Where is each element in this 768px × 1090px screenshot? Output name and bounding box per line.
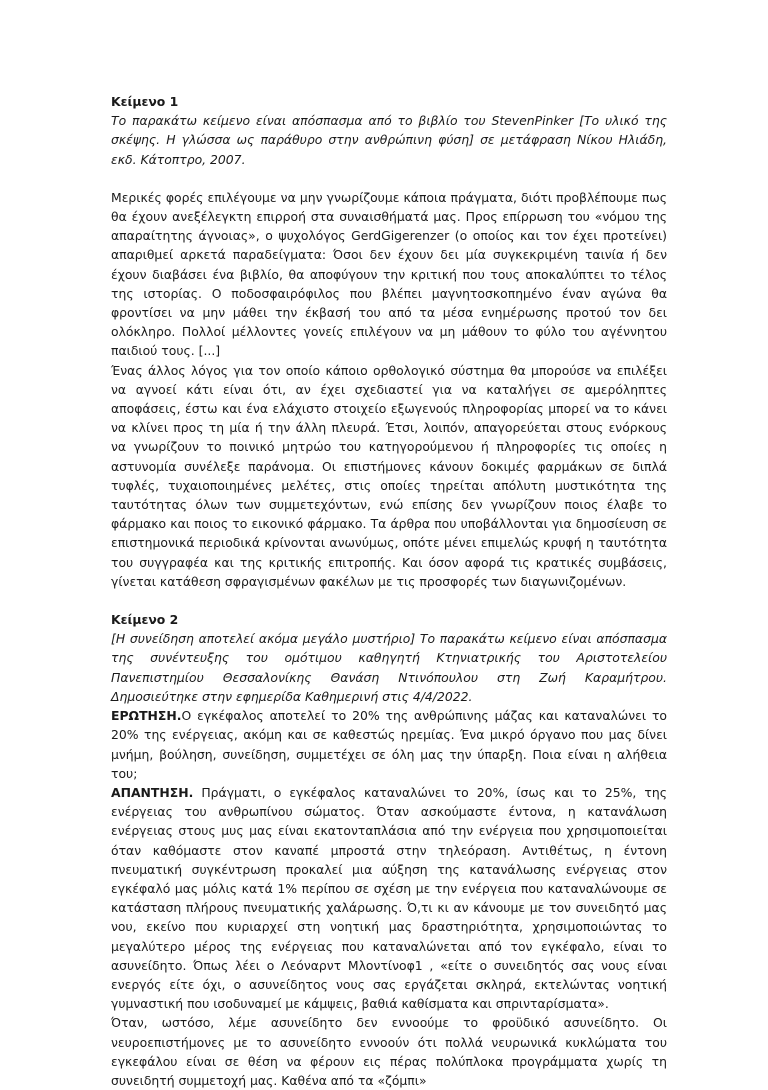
question-label: ΕΡΩΤΗΣΗ. [111,708,182,724]
text1-paragraph-2: Ένας άλλος λόγος για τον οποίο κάποιο ορθολογικό σύστημα θα μπορούσε να επιλέξει να αγνοεί κάτι είναι ότι, αν έχει σχεδιαστεί για να καταλήγει σε αμερόληπτες αποφάσεις, έστω και ένα ελάχιστο στοιχείο εξωγενούς πληροφορίας μπορεί να το κάνει να κλίνει προς τη μία ή την άλλη πλευρά. Έτσι, λοιπόν, απαγορεύεται στους ενόρκους να γνωρίζουν το ποινικό μητρώο του κατηγορούμενου ή πληροφορίες τις οποίες η αστυνομία συνέλεξε παράνομα. Οι επιστήμονες κάνουν δοκιμές φαρμάκων σε διπλά τυφλές, τυχαιοποιημένες μελέτες, στις οποίες τηρείται απόλυτη μυστικότητα της ταυτότητας όλων των συμμετεχόντων, ενώ επίσης δεν γνωρίζουν ποιος έλαβε το φάρμακο και ποιος το εικονικό φάρμακο. Τα άρθρα που υποβάλλονται για δημοσίευση σε επιστημονικά περιοδικά κρίνονται ανωνύμως, οπότε μένει επιμελώς κρυφή η ταυτότητα του συγγραφέα και της κριτικής επιτροπής. Και όσον αφορά τις κρατικές συμβάσεις, γίνεται κατάθεση σφραγισμένων φακέλων με τις προσφορές των διαγωνιζομένων. [111,362,667,589]
answer-label: ΑΠΑΝΤΗΣΗ. [111,784,194,800]
text2-intro: [Η συνείδηση αποτελεί ακόμα μεγάλο μυστήριο] Το παρακάτω κείμενο είναι απόσπασμα της συνέντευξης του ομότιμου καθηγητή Κτηνιατρικής του Αριστοτελείου Πανεπιστημίου Θεσσαλονίκης Θανάση Ντινόπουλου στη Ζωή Καραμήτρου. Δημοσιεύτηκε στην εφημερίδα Καθημερινή στις 4/4/2022. [111,631,667,704]
question-text: Ο εγκέφαλος αποτελεί το 20% της ανθρώπινης μάζας και καταναλώνει το 20% της ενέργειας, ακόμη και σε καθεστώς ηρεμίας. Ένα μικρό όργανο που μας δίνει μνήμη, βούληση, συνείδηση, συμμετέχει σε όλη μας την ύπαρξη. Ποια είναι η αλήθεια του; [111,708,667,781]
text2-heading: Κείμενο 2 [111,612,179,628]
spacer [111,591,667,610]
final-paragraph: Όταν, ωστόσο, λέμε ασυνείδητο δεν εννοούμε το φροϋδικό ασυνείδητο. Οι νευροεπιστήμονες με το ασυνείδητο εννοούν ότι πολλά νευρωνικά κυκλώματα του εγκεφάλου είναι σε θέση να φέρουν εις πέρας πολύπλοκα προγράμματα χωρίς τη συνειδητή συμμετοχή μας. Καθένα από τα «ζόμπι» [111,1015,667,1088]
document-page [111,92,667,1090]
answer-text: Πράγματι, ο εγκέφαλος καταναλώνει το 20%, ίσως και το 25%, της ενέργειας του ανθρωπίνου σώματος. Όταν ασκούμαστε έντονα, η κατανάλωση ενέργειας στους μυς μας είναι εκατονταπλάσια από την ενέργεια που χρησιμοποιείται όταν καθόμαστε στον καναπέ μπροστά στην τηλεόραση. Αντιθέτως, η έντονη πνευματική συγκέντρωση προκαλεί μια αύξηση της κατανάλωσης ενέργειας στον εγκέφαλό μας μόλις κατά 1% περίπου σε σχέση με την ενέργεια που καταναλώνουμε σε κατάσταση πλήρους πνευματικής χαλάρωσης. Ό,τι κι αν κάνουμε με τον συνειδητό μας νου, εκείνο που κυριαρχεί στη νοητική μας δραστηριότητα, χρησιμοποιώντας το μεγαλύτερο μέρος της ενέργειας που καταναλώνεται από τον εγκέφαλο, είναι το ασυνείδητο. Όπως λέει ο Λεόναρντ Μλοντίνοφ1 , «είτε ο συνειδητός σας νους είναι ενεργός είτε όχι, ο ασυνείδητος νους σας εργάζεται σκληρά, εκτελώντας νοητική γυμναστική που ισοδυναμεί με κάμψεις, βαθιά καθίσματα και σπρινταρίσματα». [111,784,667,1012]
question-paragraph [111,706,667,783]
text1-intro: Το παρακάτω κείμενο είναι απόσπασμα από το βιβλίο του StevenPinker [Το υλικό της σκέψης. Η γλώσσα ως παράθυρο στην ανθρώπινη φύση] σε μετάφραση Νίκου Ηλιάδη, εκδ. Κάτοπτρο, 2007. [111,113,667,167]
text1-paragraph-1: Μερικές φορές επιλέγουμε να μην γνωρίζουμε κάποια πράγματα, διότι προβλέπουμε πως θα έχουν ανεξέλεγκτη επιρροή στα συναισθήματά μας. Προς επίρρωση του «νόμου της απαραίτητης άγνοιας», ο ψυχολόγος GerdGigerenzer (ο οποίος και τον έχει προτείνει) απαριθμεί αρκετά παραδείγματα: Όσοι δεν έχουν δει μία συγκεκριμένη ταινία ή δεν έχουν διαβάσει ένα βιβλίο, θα αποφύγουν την κριτική που τους αποκαλύπτει το τέλος της ιστορίας. Ο ποδοσφαιρόφιλος που βλέπει μαγνητοσκοπημένο έναν αγώνα θα φροντίσει να μην μάθει την έκβασή του από τα μέσα ενημέρωσης προτού τον δει ολόκληρο. Πολλοί μέλλοντες γονείς επιλέγουν να μη μάθουν το φύλο του αγέννητου παιδιού τους. [...] [111,189,667,359]
text1-heading: Κείμενο 1 [111,94,179,109]
spacer [111,169,667,188]
answer-paragraph [111,783,667,1013]
